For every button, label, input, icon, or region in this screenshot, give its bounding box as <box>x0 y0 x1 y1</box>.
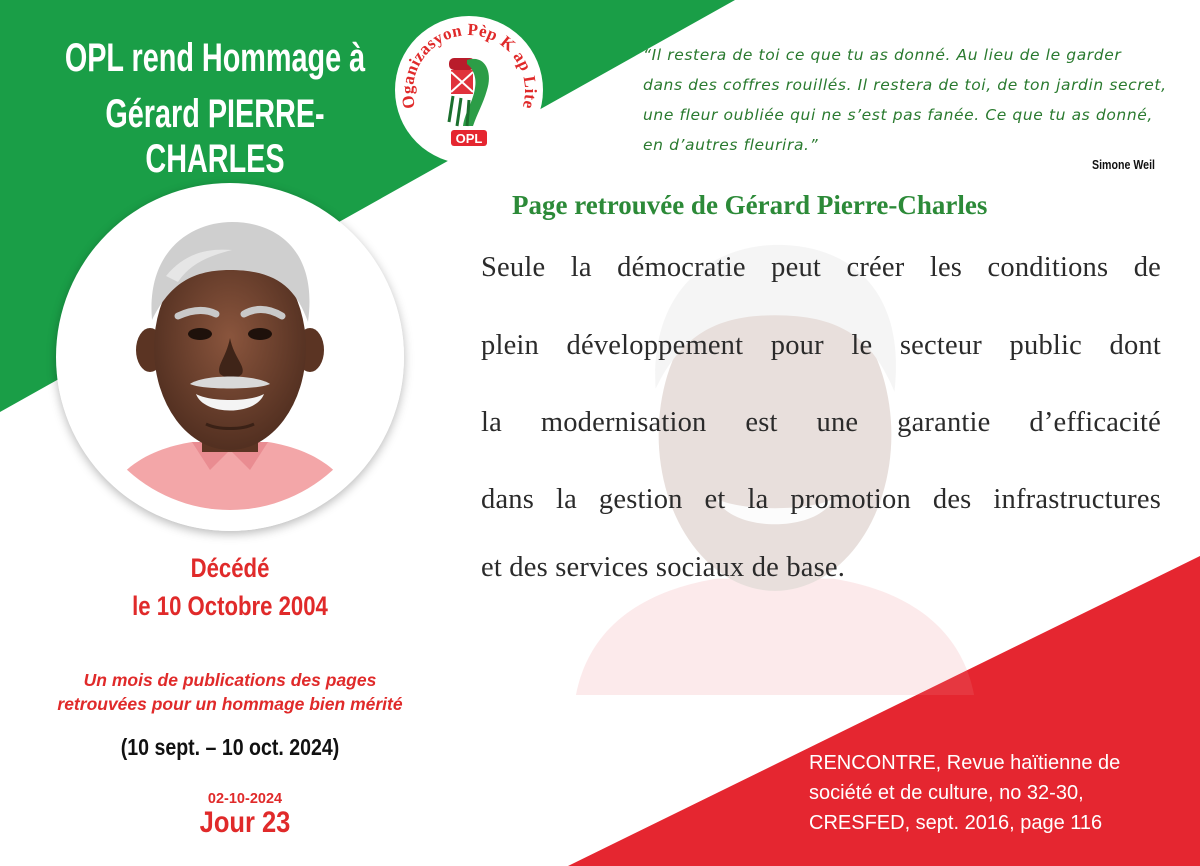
tribute-title-line2: Gérard PIERRE-CHARLES <box>105 92 325 181</box>
portrait-photo <box>80 198 380 518</box>
publication-date: 02-10-2024 <box>207 791 283 807</box>
day-counter: Jour 23 <box>199 806 291 839</box>
publication-period: (10 sept. – 10 oct. 2024) <box>120 734 340 760</box>
source-label: Source: <box>715 744 774 763</box>
tribute-title-line1: OPL rend Hommage à <box>64 36 366 80</box>
logo-badge-text: OPL <box>455 131 483 146</box>
body-line: la modernisation est une garantie d’efficacité <box>481 407 1161 438</box>
body-line: Seule la démocratie peut créer les conditions de <box>481 252 1161 283</box>
body-line: plein développement pour le secteur public dont <box>481 330 1161 361</box>
body-line: dans la gestion et la promotion des infrastructures <box>481 484 1161 515</box>
logo-arc-text: Oganizasyon Pèp K ap Lite <box>397 19 541 111</box>
quote-line: en d’autres fleurira.” <box>643 136 819 154</box>
body-line: et des services sociaux de base. <box>481 552 846 583</box>
source-line: CRESFED, sept. 2016, page 116 <box>809 812 1103 834</box>
publication-note-line1: Un mois de publications des pages <box>83 670 377 690</box>
death-label: Décédé <box>190 553 270 583</box>
quote-line: “Il restera de toi ce que tu as donné. Au lieu de le garder <box>643 46 1122 64</box>
quote-line: dans des coffres rouillés. Il restera de toi, de ton jardin secret, <box>643 76 1167 94</box>
source-line: RENCONTRE, Revue haïtienne de <box>809 752 1121 774</box>
page-heading: Page retrouvée de Gérard Pierre-Charles <box>512 190 988 220</box>
quote-line: une fleur oubliée qui ne s’est pas fanée. Ce que tu as donné, <box>643 106 1153 124</box>
source-line: société et de culture, no 32-30, <box>809 782 1084 804</box>
quote-author: Simone Weil <box>1092 158 1155 172</box>
opl-logo <box>393 14 545 166</box>
death-date: le 10 Octobre 2004 <box>132 591 328 621</box>
publication-note-line2: retrouvées pour un hommage bien mérité <box>57 694 403 714</box>
